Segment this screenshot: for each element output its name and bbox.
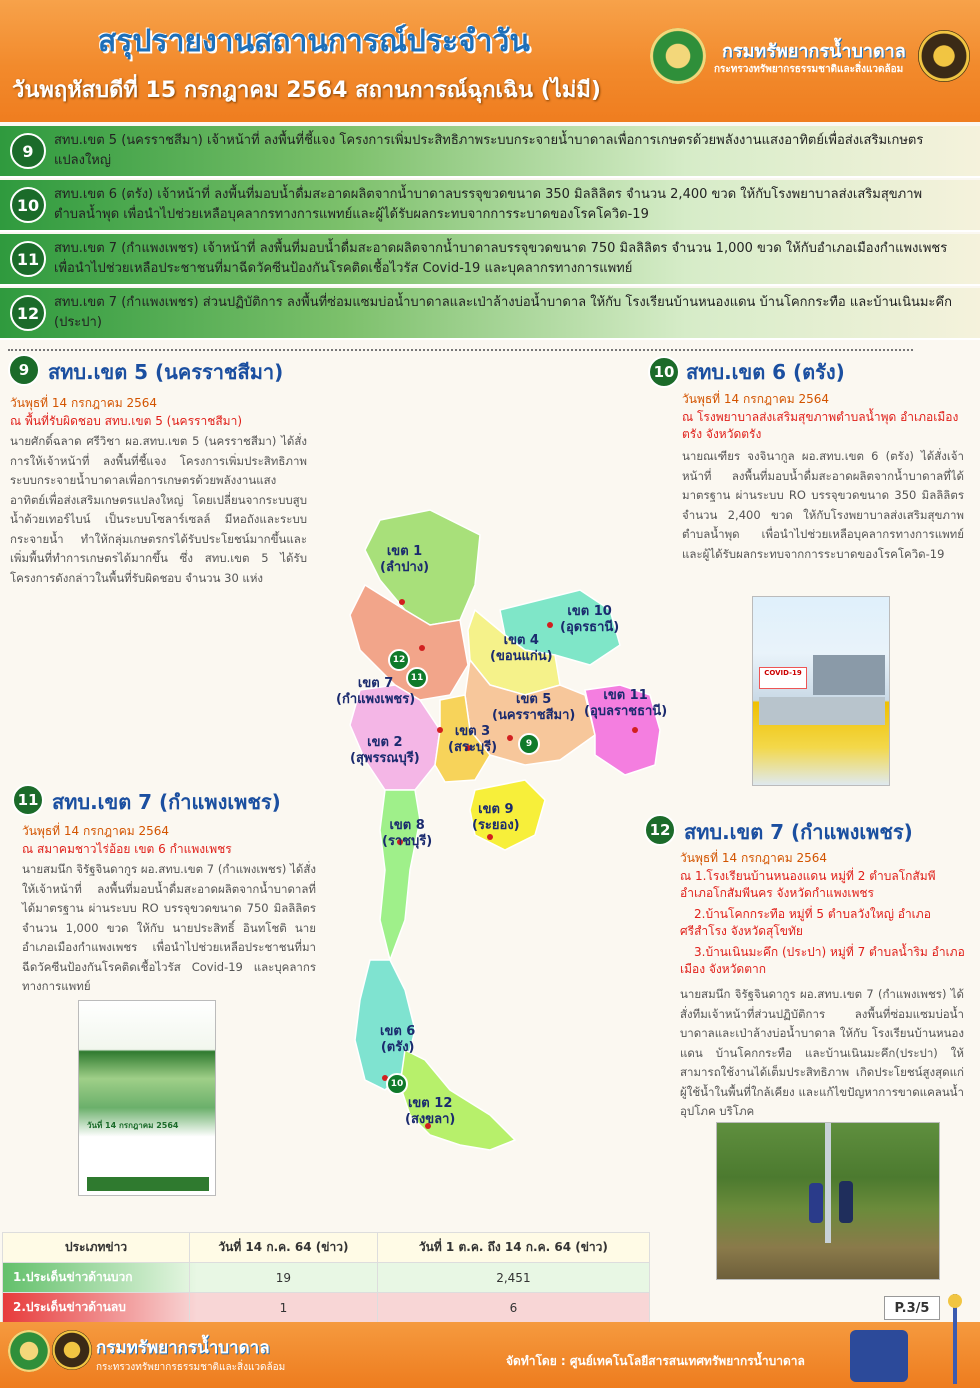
section-12-location-2: 2.บ้านโคกกระทือ หมู่ที่ 5 ตำบลวังใหญ่ อำเภอศรีสำโรง จังหวัดสุโขทัย [680, 907, 931, 938]
table-header-row [3, 1233, 650, 1263]
banner-number-badge: 12 [10, 295, 46, 331]
news-banner-9 [0, 126, 980, 178]
map-marker-badge: 11 [406, 667, 428, 689]
section-9-date: วันพุธที่ 14 กรกฎาคม 2564 [10, 396, 158, 410]
banner-text: สทบ.เขต 7 (กำแพงเพชร) ส่วนปฏิบัติการ ลงพื้นที่ซ่อมแซมบ่อน้ำบาดาลและเป่าล้างบ่อน้ำบาดาล ให้กับ โรงเรียนบ้านหนองแดน บ้านโคกกระทือ และบ้านเนินมะคึก (ประปา) [54, 295, 952, 330]
map-label-zone-4: เขต 4 (ขอนแก่น) [490, 633, 553, 664]
page-number: P.3/5 [884, 1296, 940, 1320]
section-12-location-1: ณ 1.โรงเรียนบ้านหนองแดน หมู่ที่ 2 ตำบลโกสัมพี อำเภอโกสัมพีนคร จังหวัดกำแพงเพชร [680, 869, 936, 900]
section-10-title: สทบ.เขต 6 (ตรัง) [686, 360, 845, 384]
covid-poster-label: COVID-19 [759, 667, 807, 689]
section-11-location: ณ สมาคมชาวไร่อ้อย เขต 6 กำแพงเพชร [22, 842, 232, 856]
section-11-badge: 11 [12, 784, 44, 816]
section-12-badge: 12 [644, 814, 676, 846]
footer-bar [0, 1322, 980, 1388]
banner-number-badge: 11 [10, 241, 46, 277]
news-banner-11 [0, 234, 980, 286]
photo-trang-donation [752, 596, 890, 786]
news-banner-10 [0, 180, 980, 232]
news-summary-table [2, 1232, 650, 1323]
worker-figure [809, 1183, 823, 1223]
photo-caption: วันที่ 14 กรกฎาคม 2564 [87, 1121, 179, 1130]
section-9-badge: 9 [8, 354, 40, 386]
section-12-date: วันพุธที่ 14 กรกฎาคม 2564 [680, 851, 828, 865]
table-cell: 19 [190, 1263, 378, 1293]
footer-ministry: กระทรวงทรัพยากรธรรมชาติและสิ่งแวดล้อม [96, 1362, 286, 1373]
section-9-title: สทบ.เขต 5 (นครราชสีมา) [48, 360, 284, 384]
banner-text: สทบ.เขต 5 (นครราชสีมา) เจ้าหน้าที่ ลงพื้นที่ชี้แจง โครงการเพิ่มประสิทธิภาพระบบกระจายน้ำบาดาลเพื่อการเกษตรด้วยพลังงานแสงอาทิตย์เพื่อส่งเสริมเกษตรแปลงใหญ่ [54, 133, 924, 168]
table-header: วันที่ 1 ต.ค. ถึง 14 ก.ค. 64 (ข่าว) [377, 1233, 649, 1263]
photo-thumbnail [813, 655, 885, 695]
section-12-title: สทบ.เขต 7 (กำแพงเพชร) [684, 820, 913, 844]
photo-thumbnail [759, 697, 885, 725]
department-ministry: กระทรวงทรัพยากรธรรมชาติและสิ่งแวดล้อม [714, 64, 904, 75]
section-11-title: สทบ.เขต 7 (กำแพงเพชร) [52, 790, 281, 814]
section-9-body: นายศักดิ์ฉลาด ศรีวิชา ผอ.สทบ.เขต 5 (นครราชสีมา) ได้สั่งการให้เจ้าหน้าที่ ลงพื้นที่ชี้แจง โครงการเพิ่มประสิทธิภาพระบบกระจายน้ำบาดาลเพื่อการเกษตรด้วยพลังงานแสงอาทิตย์เพื่อส่งเสริมเกษตรแปลงใหญ่ โดยเปลี่ยนจากระบบสูบน้ำด้วยเทอร์ไบน์ เป็นระบบโซลาร์เซลล์ มีหอถังและระบบกระจายน้ำ ทำให้กลุ่มเกษตรกรได้รับประโยชน์มากขึ้นและเพิ่มพื้นที่ทำการเกษตรได้มากขึ้น ซึ่ง สทบ.เขต 5 ได้รับโครงการดังกล่าวในพื้นที่รับผิดชอบ จำนวน 30 แห่ง [10, 434, 307, 585]
map-label-zone-3: เขต 3 (สระบุรี) [448, 724, 498, 755]
map-label-zone-1: เขต 1 (ลำปาง) [380, 544, 430, 575]
map-label-zone-5: เขต 5 (นครราชสีมา) [492, 692, 576, 723]
map-label-zone-6: เขต 6 (ตรัง) [380, 1024, 416, 1055]
department-seal-icon [8, 1330, 50, 1372]
map-label-zone-10: เขต 10 (อุดรธานี) [560, 604, 620, 635]
photo-footer-strip [87, 1177, 209, 1191]
photo-kamphaengphet-donation [78, 1000, 216, 1196]
ministry-seal-icon [918, 30, 970, 82]
map-label-zone-7: เขต 7 (กำแพงเพชร) [336, 676, 416, 707]
ministry-seal-icon [52, 1330, 92, 1370]
map-label-zone-2: เขต 2 (สุพรรณบุรี) [350, 735, 420, 766]
map-label-zone-12: เขต 12 (สงขลา) [405, 1096, 456, 1127]
news-banner-12 [0, 288, 980, 340]
table-cell-label: 2.ประเด็นข่าวด้านลบ [3, 1293, 190, 1323]
page-title: สรุปรายงานสถานการณ์ประจำวัน [98, 24, 530, 59]
header-bar [0, 0, 980, 122]
photo-well-repair [716, 1122, 940, 1280]
drilling-rig-icon [944, 1294, 966, 1384]
department-seal-icon [650, 28, 706, 84]
section-10-date: วันพุธที่ 14 กรกฎาคม 2564 [682, 392, 830, 406]
map-marker-badge: 9 [518, 733, 540, 755]
section-10-location: ณ โรงพยาบาลส่งเสริมสุขภาพตำบลน้ำพุด อำเภอเมืองตรัง จังหวัดตรัง [682, 410, 959, 441]
section-12-location-3: 3.บ้านเนินมะคึก (ประปา) หมู่ที่ 7 ตำบลน้ำริม อำเภอเมือง จังหวัดตาก [680, 945, 965, 976]
table-row-negative [3, 1293, 650, 1323]
banner-number-badge: 9 [10, 133, 46, 169]
section-10-body: นายณเฑียร จงจินากูล ผอ.สทบ.เขต 6 (ตรัง) ได้สั่งเจ้าหน้าที่ ลงพื้นที่มอบน้ำดื่มสะอาดผลิตจากน้ำบาดาลที่ได้มาตรฐาน ผ่านระบบ RO บรรจุขวดขนาด 350 มิลลิลิตร จำนวน 2,400 ขวด ให้กับโรงพยาบาลส่งเสริมสุขภาพตำบลน้ำพุด เพื่อนำไปช่วยเหลือบุคลากรทางการแพทย์และผู้ได้รับผลกระทบจากการระบาดของโรคโควิด-19 [682, 449, 964, 561]
section-10-badge: 10 [648, 356, 680, 388]
worker-figure [839, 1181, 853, 1223]
table-header: ประเภทข่าว [3, 1233, 190, 1263]
table-cell: 6 [377, 1293, 649, 1323]
page-subtitle: วันพฤหัสบดีที่ 15 กรกฎาคม 2564 สถานการณ์ฉุกเฉิน (ไม่มี) [12, 78, 601, 103]
section-9-location: ณ พื้นที่รับผิดชอบ สทบ.เขต 5 (นครราชสีมา) [10, 414, 243, 428]
table-cell-label: 1.ประเด็นข่าวด้านบวก [3, 1263, 190, 1293]
banner-number-badge: 10 [10, 187, 46, 223]
drilling-truck-icon [850, 1330, 908, 1382]
footer-department-name: กรมทรัพยากรน้ำบาดาล [96, 1338, 270, 1358]
table-cell: 1 [190, 1293, 378, 1323]
banner-text: สทบ.เขต 6 (ตรัง) เจ้าหน้าที่ ลงพื้นที่มอบน้ำดื่มสะอาดผลิตจากน้ำบาดาลบรรจุขวดขนาด 350 มิลลิลิตร จำนวน 2,400 ขวด ให้กับโรงพยาบาลส่งเสริมสุขภาพตำบลน้ำพุด เพื่อนำไปช่วยเหลือบุคลากรทางการแพทย์และผู้ได้รับผลกระทบจากการระบาดของโรคโควิด-19 [54, 187, 923, 222]
map-marker-badge: 10 [386, 1073, 408, 1095]
map-label-zone-11: เขต 11 (อุบลราชธานี) [584, 688, 668, 719]
map-zone-z8 [380, 790, 420, 960]
table-row-positive [3, 1263, 650, 1293]
section-11-date: วันพุธที่ 14 กรกฎาคม 2564 [22, 824, 170, 838]
map-label-zone-9: เขต 9 (ระยอง) [472, 802, 520, 833]
banner-text: สทบ.เขต 7 (กำแพงเพชร) เจ้าหน้าที่ ลงพื้นที่มอบน้ำดื่มสะอาดผลิตจากน้ำบาดาลบรรจุขวดขนาด 750 มิลลิลิตร จำนวน 1,000 ขวด ให้กับอำเภอเมืองกำแพงเพชร เพื่อนำไปช่วยเหลือประชาชนที่มาฉีดวัคซีนป้องกันโรคติดเชื้อไวรัส Covid-19 และบุคลากรทางการแพทย์ [54, 241, 948, 276]
footer-credit: จัดทำโดย : ศูนย์เทคโนโลยีสารสนเทศทรัพยากรน้ำบาดาล [506, 1354, 805, 1368]
table-cell: 2,451 [377, 1263, 649, 1293]
table-header: วันที่ 14 ก.ค. 64 (ข่าว) [190, 1233, 378, 1263]
section-12-body: นายสมนึก จิรัฐจินดากูร ผอ.สทบ.เขต 7 (กำแพงเพชร) ได้สั่งทีมเจ้าหน้าที่ส่วนปฏิบัติการ ลงพื้นที่ซ่อมแซมบ่อน้ำบาดาลและเป่าล้างบ่อน้ำบาดาล ให้กับ โรงเรียนบ้านหนองแดน บ้านโคกกระทือ และบ้านเนินมะคึก(ประปา) ให้สามารถใช้งานได้เต็มประสิทธิภาพ เกิดประโยชน์สูงสุดแก่ผู้ใช้น้ำในพื้นที่ใกล้เคียง และแก้ไขปัญหาการขาดแคลนน้ำอุปโภค บริโภค [680, 987, 964, 1118]
well-pipe [825, 1123, 831, 1243]
section-divider [8, 349, 913, 351]
map-marker-badge: 12 [388, 649, 410, 671]
section-11-body: นายสมนึก จิรัฐจินดากูร ผอ.สทบ.เขต 7 (กำแพงเพชร) ได้สั่งให้เจ้าหน้าที่ ลงพื้นที่มอบน้ำดื่มสะอาดผลิตจากน้ำบาดาลที่ได้มาตรฐาน ผ่านระบบ RO บรรจุขวดขนาด 750 มิลลิลิตร จำนวน 1,000 ขวด ให้กับ นายประสิทธิ์ อินทโชติ นายอำเภอเมืองกำแพงเพชร เพื่อนำไปช่วยเหลือประชาชนที่มาฉีดวัคซีนป้องกันโรคติดเชื้อไวรัส Covid-19 และบุคลากรทางการแพทย์ [22, 862, 316, 993]
map-label-zone-8: เขต 8 (ราชบุรี) [382, 818, 433, 849]
department-name: กรมทรัพยากรน้ำบาดาล [722, 41, 906, 62]
